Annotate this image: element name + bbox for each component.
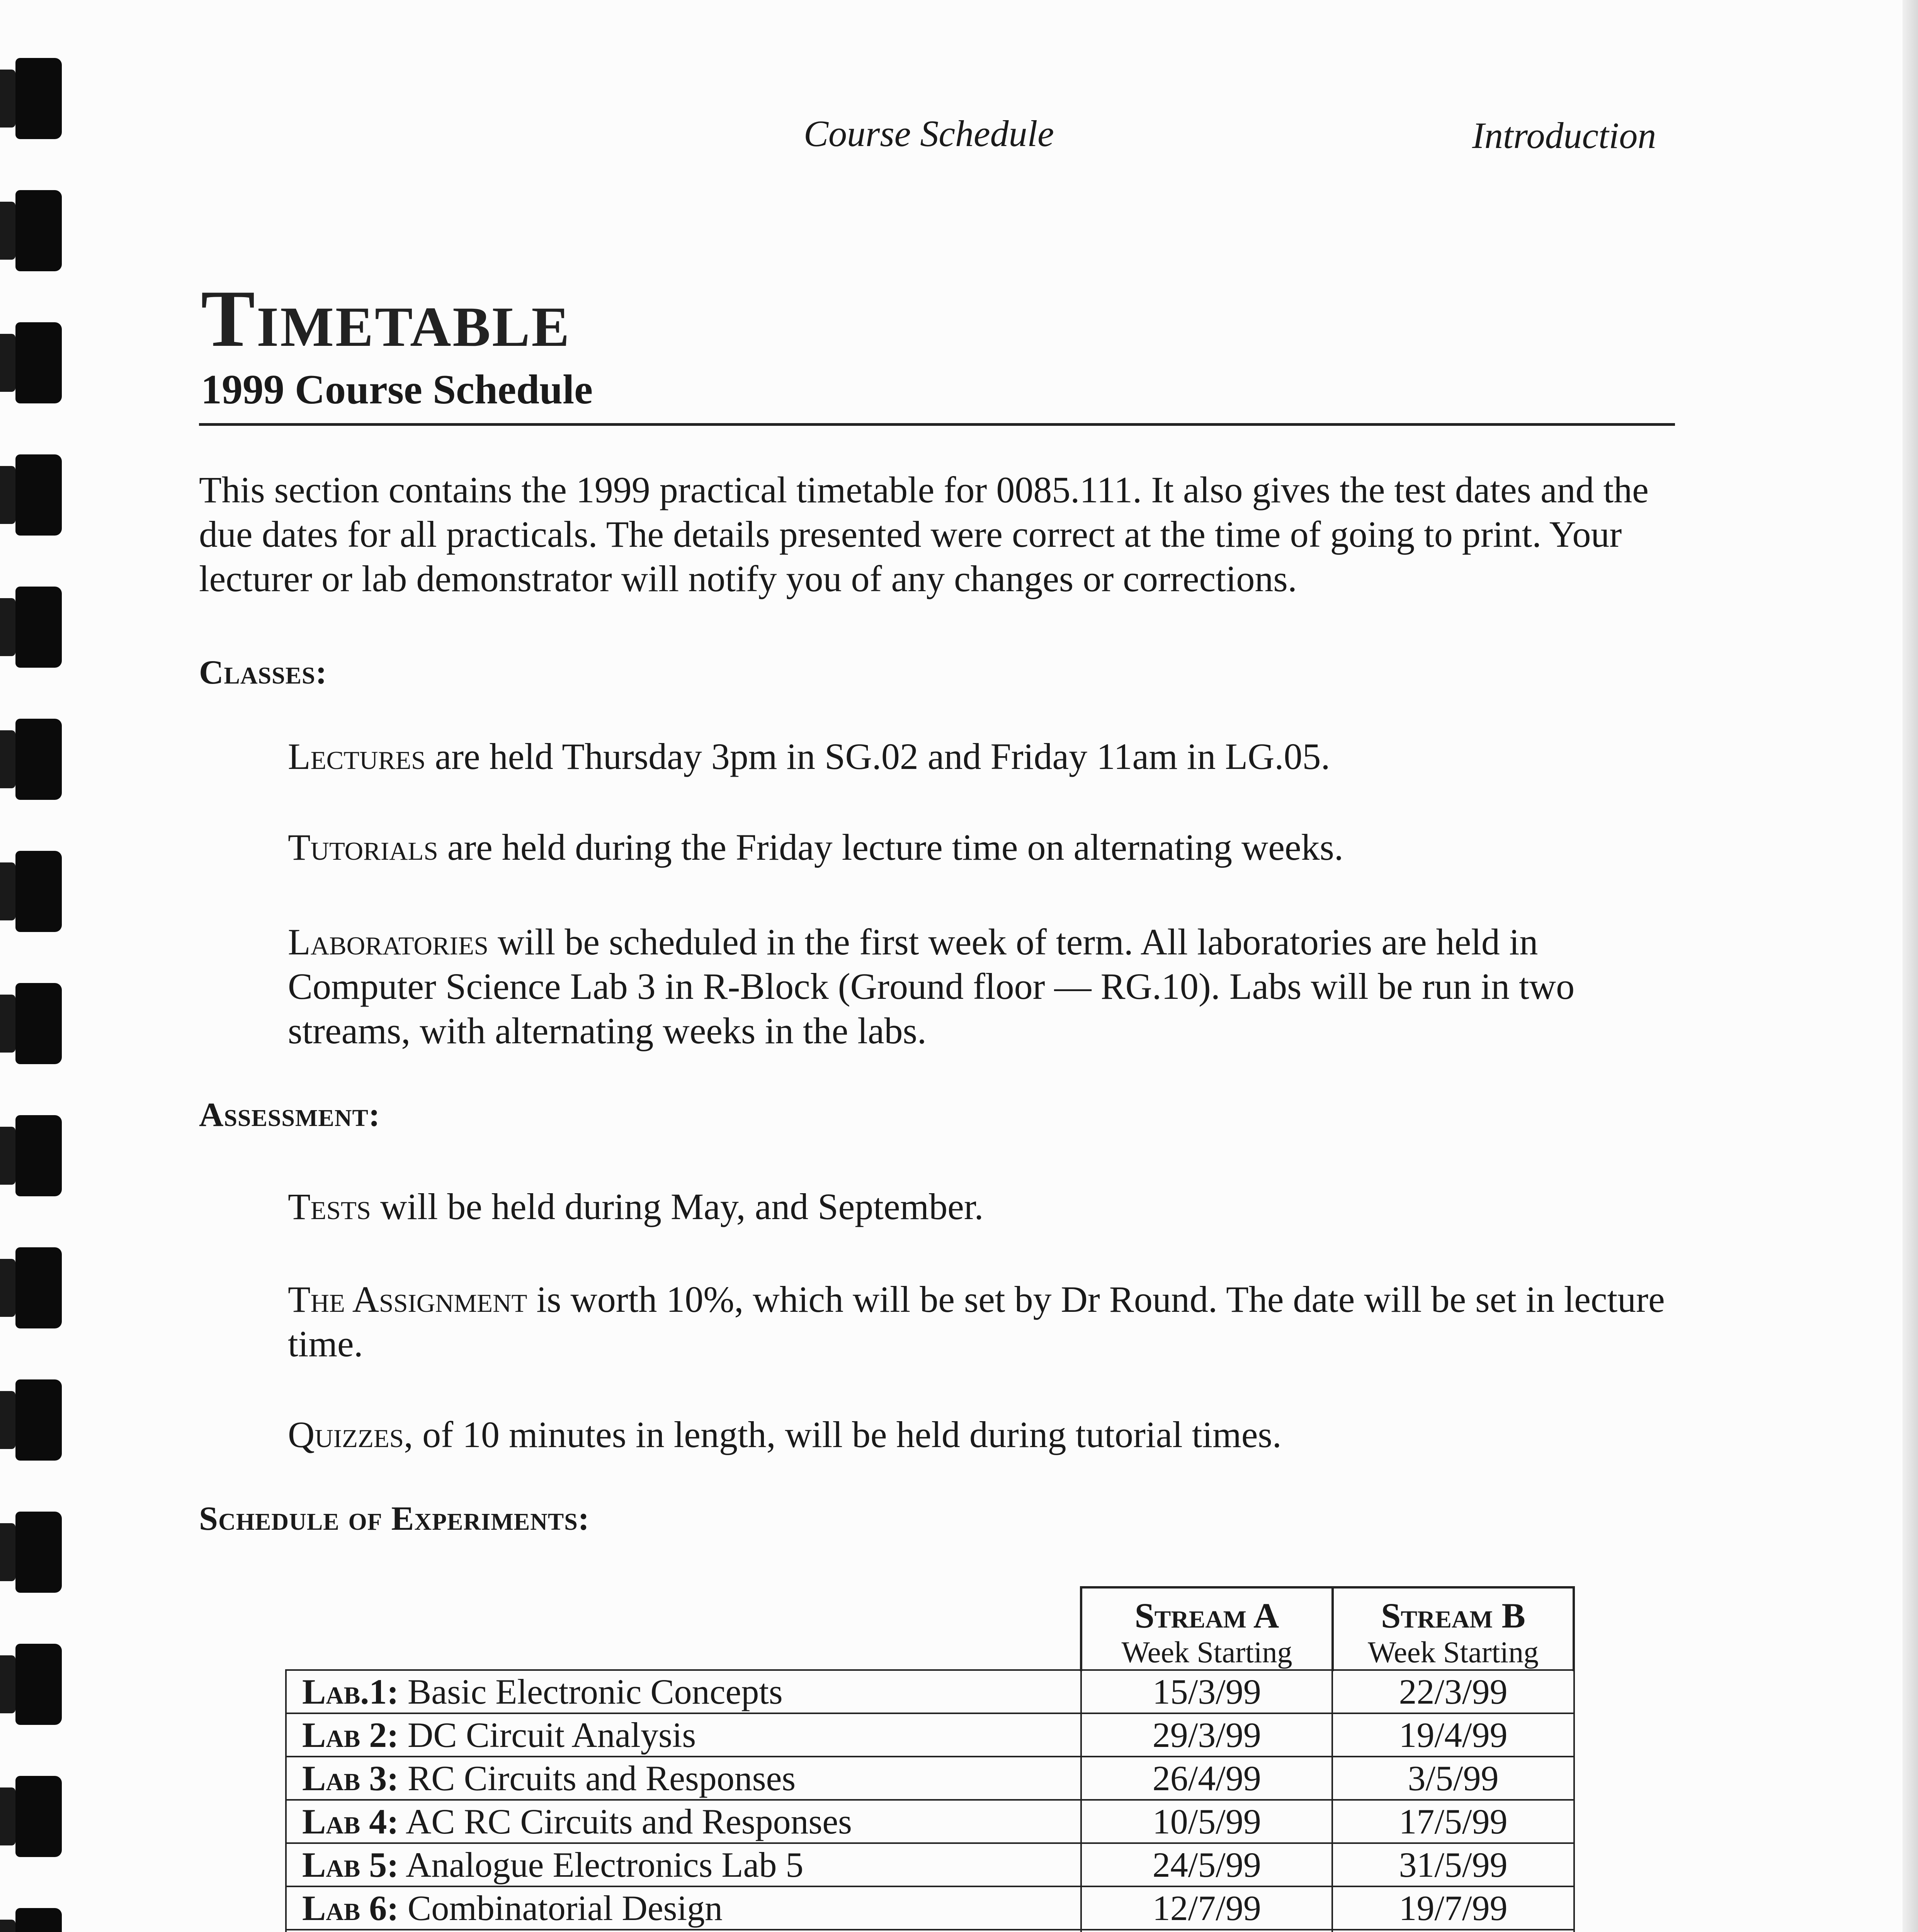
- classes-heading: Classes:: [199, 654, 327, 691]
- binding-ring-shadow: [0, 598, 15, 656]
- stream-a-date: [1081, 1930, 1332, 1932]
- quizzes-paragraph: [288, 1412, 1683, 1457]
- stream-b-subtitle: Week Starting: [1367, 1635, 1539, 1669]
- lab-name-cell: [286, 1930, 1081, 1932]
- tests-label: Tests: [288, 1186, 371, 1227]
- lab-title: Basic Electronic Concepts: [398, 1672, 783, 1711]
- table-row: [286, 1930, 1574, 1932]
- lab-name-cell: [286, 1670, 1081, 1713]
- lab-number: Lab 2:: [302, 1715, 399, 1755]
- stream-a-date: 24/5/99: [1081, 1843, 1332, 1886]
- schedule-heading: Schedule of Experiments:: [199, 1500, 590, 1537]
- binding-ring: [15, 1512, 62, 1593]
- lab-name-cell: [286, 1886, 1081, 1930]
- lectures-paragraph: [288, 734, 1683, 779]
- lab-number: Lab 3:: [302, 1759, 399, 1798]
- assignment-label: The Assignment: [288, 1279, 527, 1320]
- stream-b-date: 19/7/99: [1332, 1886, 1574, 1930]
- lectures-text: are held Thursday 3pm in SG.02 and Friday 11am in LG.05.: [425, 736, 1330, 777]
- stream-b-date: 3/5/99: [1332, 1757, 1574, 1800]
- binding-ring-shadow: [0, 1655, 15, 1713]
- stream-a-date: 12/7/99: [1081, 1886, 1332, 1930]
- stream-b-date: 17/5/99: [1332, 1800, 1574, 1843]
- binding-ring-shadow: [0, 70, 15, 128]
- lab-name-cell: [286, 1843, 1081, 1886]
- binding-ring-shadow: [0, 995, 15, 1053]
- stream-b-date: 19/4/99: [1332, 1713, 1574, 1757]
- binding-ring-shadow: [0, 334, 15, 392]
- binding-ring-shadow: [0, 730, 15, 788]
- binding-ring: [15, 851, 62, 932]
- stream-b-date: 31/5/99: [1332, 1843, 1574, 1886]
- binding-ring-shadow: [0, 1787, 15, 1845]
- page-edge: [1903, 0, 1918, 1932]
- binding-ring: [15, 1908, 62, 1932]
- binding-ring: [15, 322, 62, 403]
- binding-ring-shadow: [0, 1523, 15, 1581]
- title-rule: [199, 423, 1675, 426]
- binding-ring-shadow: [0, 862, 15, 920]
- stream-b-header: [1331, 1586, 1575, 1671]
- lab-number: Lab 4:: [302, 1802, 399, 1841]
- stream-b-title: Stream B: [1381, 1596, 1525, 1635]
- lab-title: Combinatorial Design: [398, 1888, 723, 1928]
- stream-a-subtitle: Week Starting: [1121, 1635, 1292, 1669]
- binding-ring-shadow: [0, 1127, 15, 1185]
- stream-a-title: Stream A: [1134, 1596, 1279, 1635]
- binding-ring-shadow: [0, 1920, 15, 1932]
- stream-a-date: 26/4/99: [1081, 1757, 1332, 1800]
- binding-ring: [15, 1379, 62, 1461]
- experiment-schedule-table: [285, 1669, 1575, 1932]
- binding-ring-shadow: [0, 466, 15, 524]
- lab-number: Lab 5:: [302, 1845, 399, 1884]
- table-row: [286, 1800, 1574, 1843]
- lab-title: AC RC Circuits and Responses: [398, 1802, 852, 1841]
- quizzes-text: , of 10 minutes in length, will be held during tutorial times.: [404, 1414, 1282, 1455]
- stream-b-date: 22/3/99: [1332, 1670, 1574, 1713]
- binding-ring: [15, 1247, 62, 1328]
- table-row: [286, 1670, 1574, 1713]
- assignment-paragraph: [288, 1277, 1683, 1366]
- assignment-text: is worth 10%, which will be set by Dr Round. The date will be set in lecture time.: [288, 1279, 1665, 1364]
- stream-a-header: [1080, 1586, 1333, 1671]
- laboratories-label: Laboratories: [288, 921, 489, 963]
- binding-ring: [15, 1644, 62, 1725]
- page-title: Timetable: [201, 274, 571, 364]
- lab-number: Lab.1:: [302, 1672, 399, 1711]
- tests-text: will be held during May, and September.: [371, 1186, 984, 1227]
- binding-ring: [15, 1776, 62, 1857]
- binding-ring-shadow: [0, 1391, 15, 1449]
- lab-number: Lab 6:: [302, 1888, 399, 1928]
- binding-ring: [15, 983, 62, 1064]
- intro-paragraph: This section contains the 1999 practical timetable for 0085.111. It also gives the test dates and the due dates for all practicals. The details presented were correct at the time of going to print. Your lecturer or lab demonstrator will notify you of any changes or corrections.: [199, 469, 1649, 599]
- stream-b-date: [1332, 1930, 1574, 1932]
- binding-ring: [15, 587, 62, 668]
- stream-a-date: 15/3/99: [1081, 1670, 1332, 1713]
- table-row: [286, 1713, 1574, 1757]
- quizzes-label: Quizzes: [288, 1414, 404, 1455]
- spiral-binding: [0, 0, 77, 1932]
- table-row: [286, 1757, 1574, 1800]
- table-row: [286, 1843, 1574, 1886]
- lectures-label: Lectures: [288, 736, 426, 777]
- binding-ring: [15, 719, 62, 800]
- assessment-heading: Assessment:: [199, 1096, 381, 1134]
- tutorials-paragraph: [288, 825, 1683, 869]
- page-subtitle: 1999 Course Schedule: [201, 367, 593, 413]
- lab-name-cell: [286, 1800, 1081, 1843]
- running-header-left: Course Schedule: [804, 113, 1054, 154]
- binding-ring: [15, 58, 62, 139]
- lab-title: Analogue Electronics Lab 5: [398, 1845, 804, 1884]
- lab-title: RC Circuits and Responses: [398, 1759, 796, 1798]
- laboratories-text: will be scheduled in the first week of term. All laboratories are held in Computer Science Lab 3 in R-Block (Ground floor — RG.10). Labs will be run in two streams, with alternating weeks in the labs.: [288, 921, 1575, 1051]
- binding-ring: [15, 190, 62, 271]
- stream-a-date: 10/5/99: [1081, 1800, 1332, 1843]
- binding-ring-shadow: [0, 202, 15, 260]
- tutorials-text: are held during the Friday lecture time on alternating weeks.: [438, 827, 1343, 868]
- lab-title: DC Circuit Analysis: [398, 1715, 696, 1755]
- running-header-right: Introduction: [1472, 115, 1656, 156]
- tests-paragraph: [288, 1184, 1683, 1229]
- binding-ring: [15, 454, 62, 536]
- laboratories-paragraph: [288, 920, 1683, 1053]
- lab-name-cell: [286, 1757, 1081, 1800]
- stream-a-date: 29/3/99: [1081, 1713, 1332, 1757]
- tutorials-label: Tutorials: [288, 827, 438, 868]
- lab-name-cell: [286, 1713, 1081, 1757]
- table-row: [286, 1886, 1574, 1930]
- binding-ring: [15, 1115, 62, 1196]
- binding-ring-shadow: [0, 1259, 15, 1317]
